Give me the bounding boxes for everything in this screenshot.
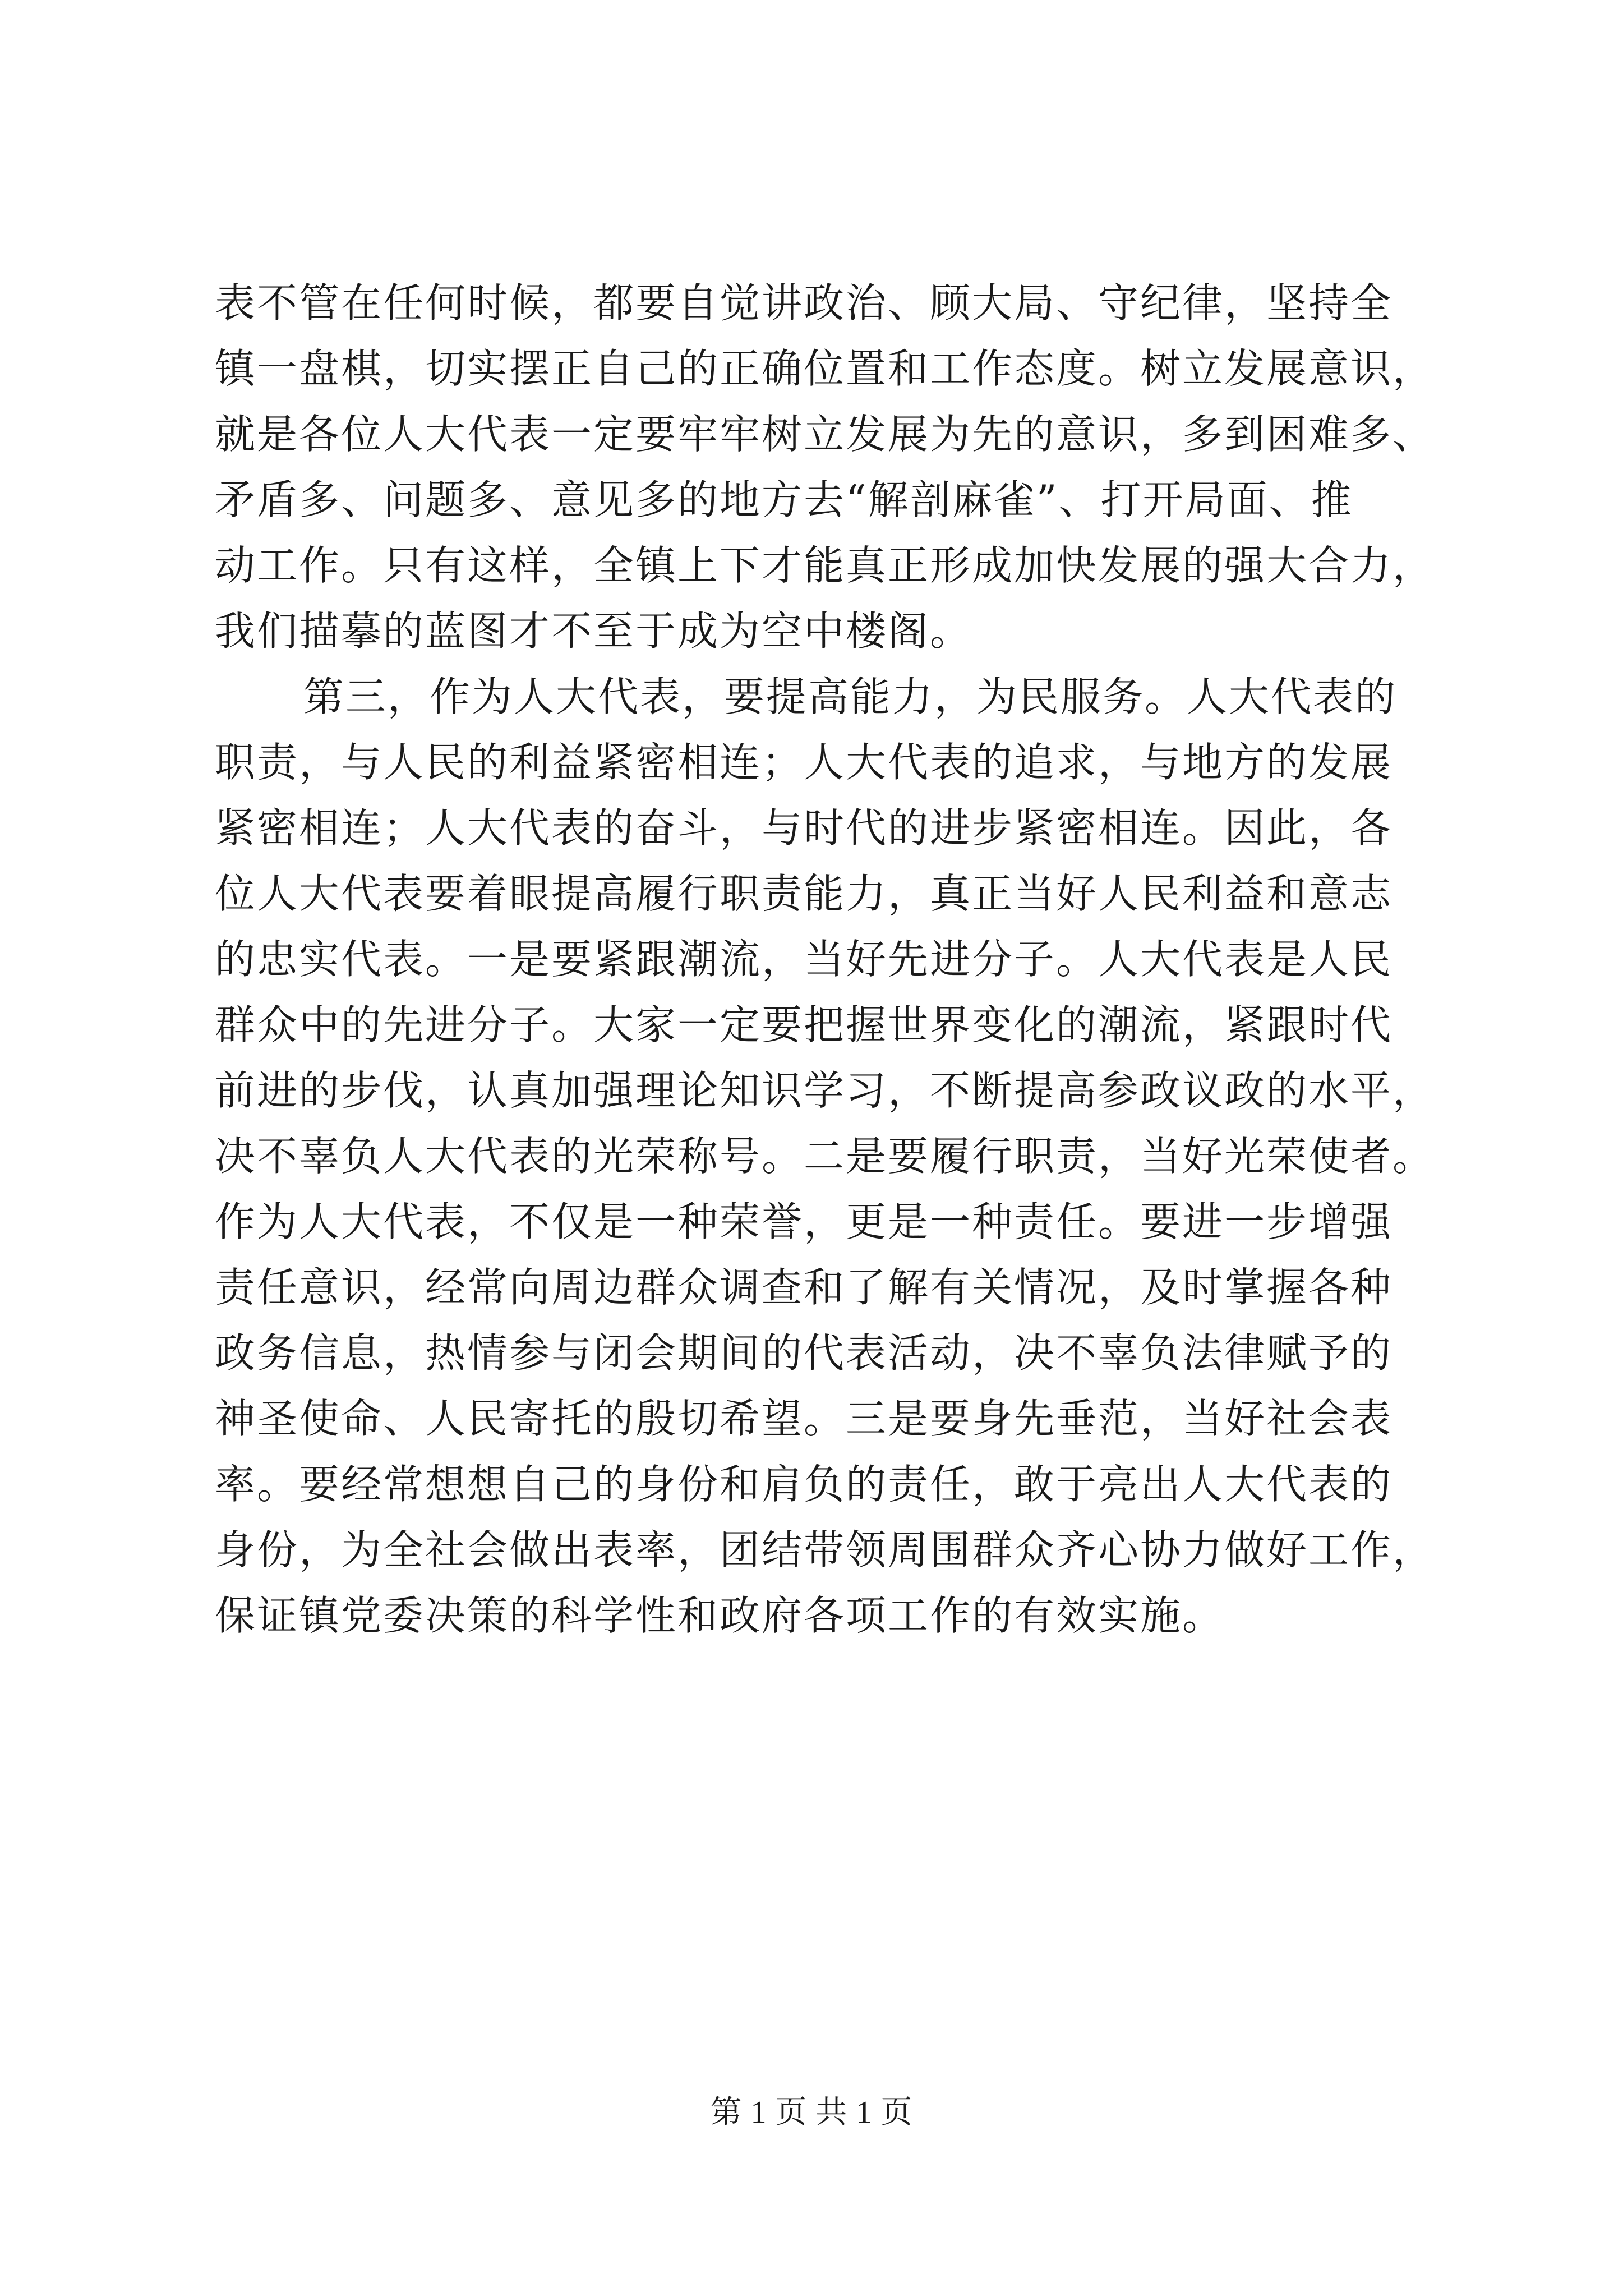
text-line: 就是各位人大代表一定要牢牢树立发展为先的意识，多到困难多、 [215,411,1435,458]
text-line: 紧密相连；人大代表的奋斗，与时代的进步紧密相连。因此，各 [215,804,1393,852]
text-line: 群众中的先进分子。大家一定要把握世界变化的潮流，紧跟时代 [215,1001,1393,1048]
page-footer: 第 1 页 共 1 页 [710,2095,913,2130]
text-line: 保证镇党委决策的科学性和政府各项工作的有效实施。 [215,1592,1225,1639]
text-line: 神圣使命、人民寄托的殷切希望。三是要身先垂范，当好社会表 [215,1395,1393,1442]
text-line: 职责，与人民的利益紧密相连；人大代表的追求，与地方的发展 [215,739,1393,786]
text-line: 前进的步伐，认真加强理论知识学习，不断提高参政议政的水平， [215,1067,1435,1114]
text-line: 决不辜负人大代表的光荣称号。二是要履行职责，当好光荣使者。 [215,1133,1435,1180]
text-line: 率。要经常想想自己的身份和肩负的责任，敢于亮出人大代表的 [215,1461,1393,1508]
text-line: 动工作。只有这样，全镇上下才能真正形成加快发展的强大合力， [215,542,1435,589]
text-line: 位人大代表要着眼提高履行职责能力，真正当好人民利益和意志 [215,870,1393,917]
text-line: 的忠实代表。一是要紧跟潮流，当好先进分子。人大代表是人民 [215,936,1393,983]
text-line: 责任意识，经常向周边群众调查和了解有关情况，及时掌握各种 [215,1264,1393,1311]
paragraph-start-line: 第三，作为人大代表，要提高能力，为民服务。人大代表的 [303,673,1398,720]
text-line: 表不管在任何时候，都要自觉讲政治、顾大局、守纪律，坚持全 [215,279,1393,326]
text-line: 作为人大代表，不仅是一种荣誉，更是一种责任。要进一步增强 [215,1198,1393,1245]
document-body [215,270,1482,1649]
text-line: 镇一盘棋，切实摆正自己的正确位置和工作态度。树立发展意识， [215,345,1435,392]
text-line: 矛盾多、问题多、意见多的地方去“解剖麻雀”、打开局面、推 [215,476,1353,523]
text-line: 我们描摹的蓝图才不至于成为空中楼阁。 [215,608,972,655]
text-line: 政务信息，热情参与闭会期间的代表活动，决不辜负法律赋予的 [215,1329,1393,1377]
text-line: 身份，为全社会做出表率，团结带领周围群众齐心协力做好工作， [215,1526,1435,1573]
